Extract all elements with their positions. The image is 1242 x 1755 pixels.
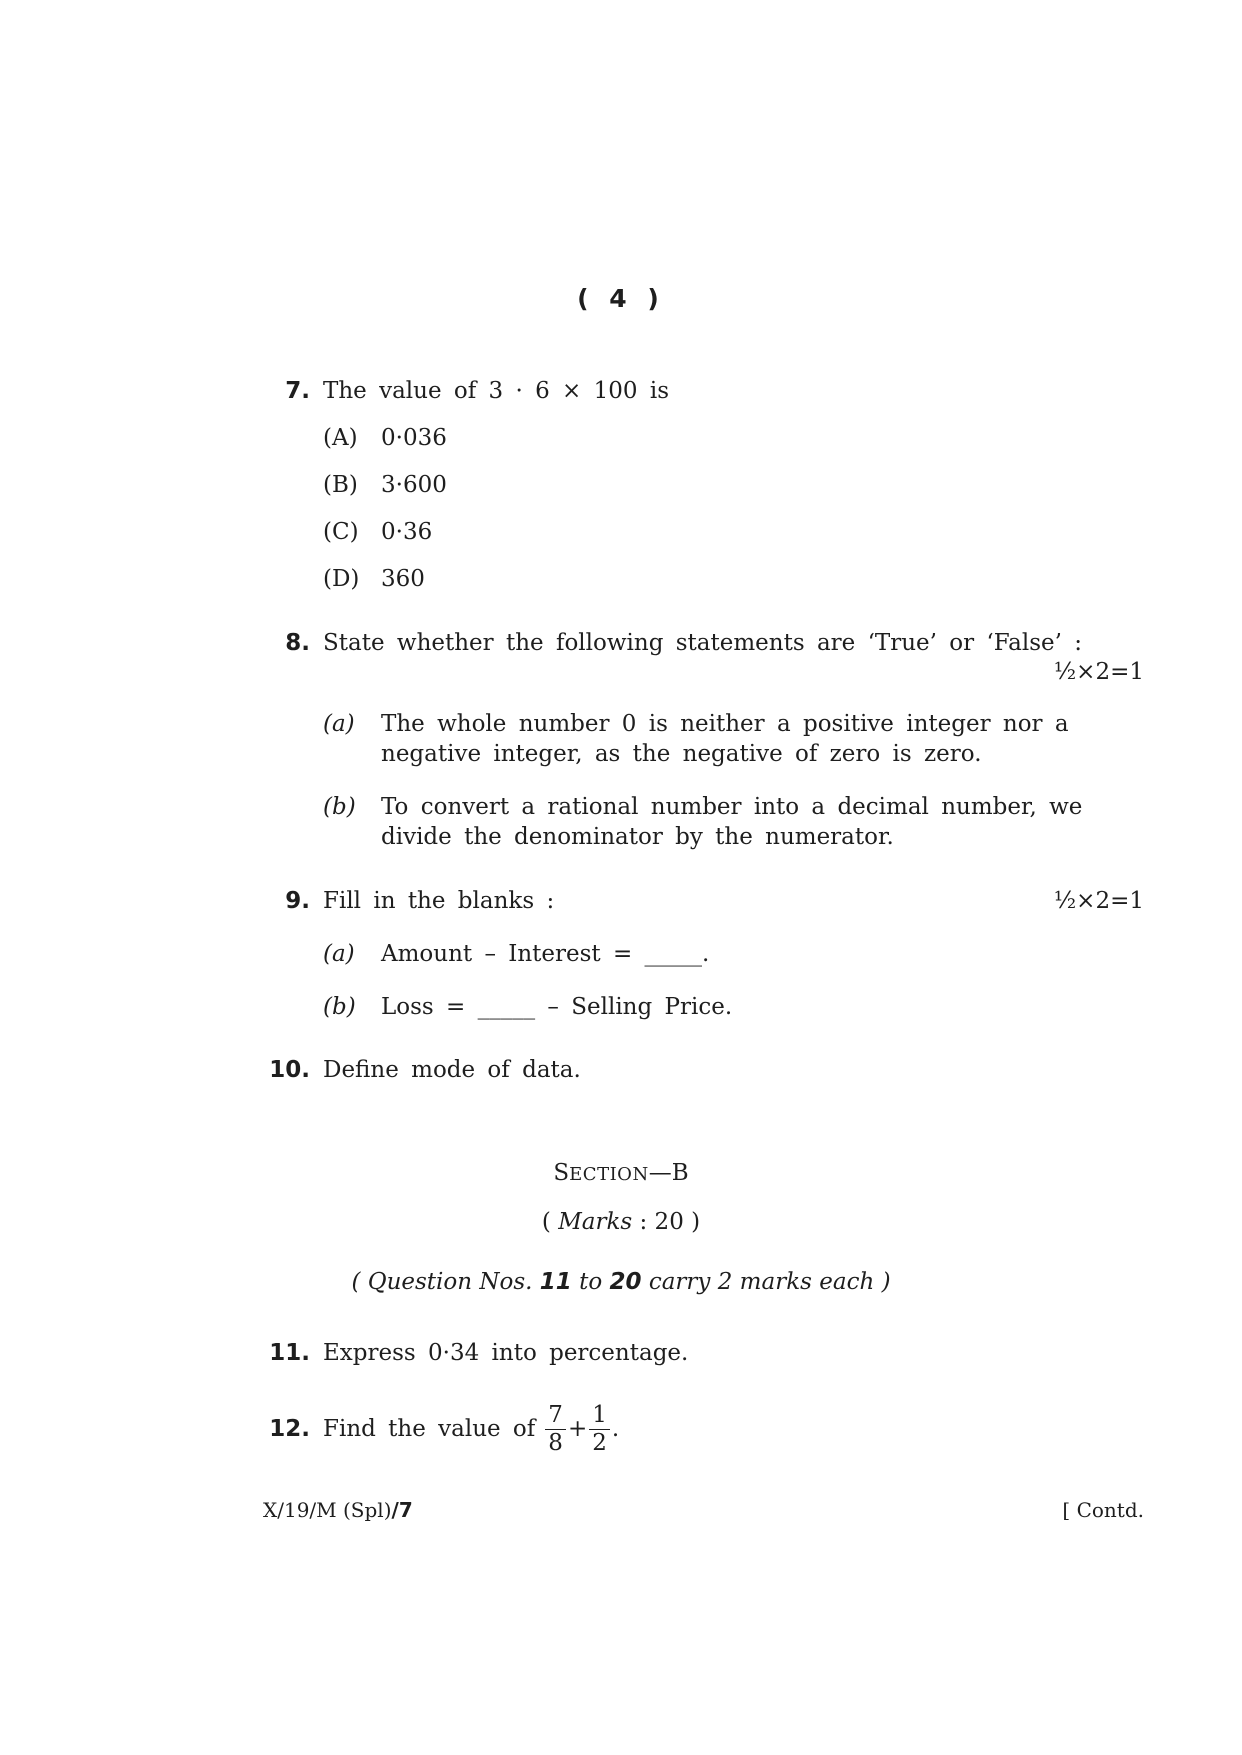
option-label: (B): [323, 472, 358, 498]
question-number: 12.: [269, 1416, 310, 1442]
option-label: (A): [323, 425, 358, 451]
plus-operator: +: [567, 1416, 588, 1442]
question-number: 10.: [269, 1057, 310, 1083]
section-title-smallcaps: ECTION: [569, 1164, 649, 1185]
option-text: 360: [381, 566, 425, 592]
part-label: (a): [323, 941, 355, 967]
part-label: (b): [323, 794, 356, 820]
question-text: The value of 3 · 6 × 100 is: [323, 378, 670, 404]
note-from: 11: [539, 1269, 572, 1295]
blank-statement: Loss = _____ – Selling Price.: [381, 994, 733, 1020]
fraction: [545, 1402, 566, 1456]
option-text: 3·600: [381, 472, 447, 498]
statement-text: The whole number 0 is neither a positive integer nor a: [381, 711, 1069, 737]
question-number: 7.: [285, 378, 310, 404]
question-number: 9.: [285, 888, 310, 914]
option-text: 0·036: [381, 425, 447, 451]
marks-open: (: [541, 1209, 559, 1235]
question-expression: [323, 1398, 619, 1460]
paper-code-suffix: /7: [391, 1498, 413, 1522]
option-label: (C): [323, 519, 359, 545]
question-text: Define mode of data.: [323, 1057, 581, 1083]
fraction-numerator: 1: [589, 1402, 610, 1429]
fraction: [589, 1402, 610, 1456]
fraction-numerator: 7: [545, 1402, 566, 1429]
question-text: Find the value of: [323, 1416, 536, 1442]
question-number: 8.: [285, 630, 310, 656]
period: .: [611, 1416, 620, 1442]
statement-text: To convert a rational number into a decimal number, we: [381, 794, 1083, 820]
fraction-denominator: 8: [548, 1429, 563, 1456]
fraction-denominator: 2: [592, 1429, 607, 1456]
continued-note: [ Contd.: [1062, 1498, 1144, 1522]
option-text: 0·36: [381, 519, 433, 545]
blank-statement: Amount – Interest = _____.: [381, 941, 710, 967]
section-title-initial: S: [553, 1160, 570, 1186]
question-text: Fill in the blanks :: [323, 888, 555, 914]
part-label: (a): [323, 711, 355, 737]
note-text: carry 2 marks each ): [641, 1269, 891, 1295]
section-note: [0, 1269, 1242, 1295]
paper-code-prefix: X/19/M (Spl): [263, 1498, 392, 1522]
marks-value: : 20 ): [632, 1209, 701, 1235]
question-text: Express 0·34 into percentage.: [323, 1340, 689, 1366]
marks-allocation: ½×2=1: [1053, 888, 1144, 914]
section-title-suffix: —B: [648, 1160, 689, 1186]
note-to: 20: [609, 1269, 642, 1295]
option-label: (D): [323, 566, 360, 592]
section-marks: [0, 1209, 1242, 1235]
marks-label: Marks: [558, 1209, 633, 1235]
statement-text: divide the denominator by the numerator.: [381, 824, 894, 850]
section-title: [0, 1160, 1242, 1186]
part-label: (b): [323, 994, 356, 1020]
question-text: State whether the following statements are ‘True’ or ‘False’ :: [323, 630, 1082, 656]
paper-code: [263, 1498, 413, 1522]
note-text: to: [571, 1269, 610, 1295]
page-number: ( 4 ): [577, 284, 665, 313]
statement-text: negative integer, as the negative of zero is zero.: [381, 741, 982, 767]
question-number: 11.: [269, 1340, 310, 1366]
marks-allocation: ½×2=1: [1053, 659, 1144, 685]
note-text: ( Question Nos.: [351, 1269, 540, 1295]
